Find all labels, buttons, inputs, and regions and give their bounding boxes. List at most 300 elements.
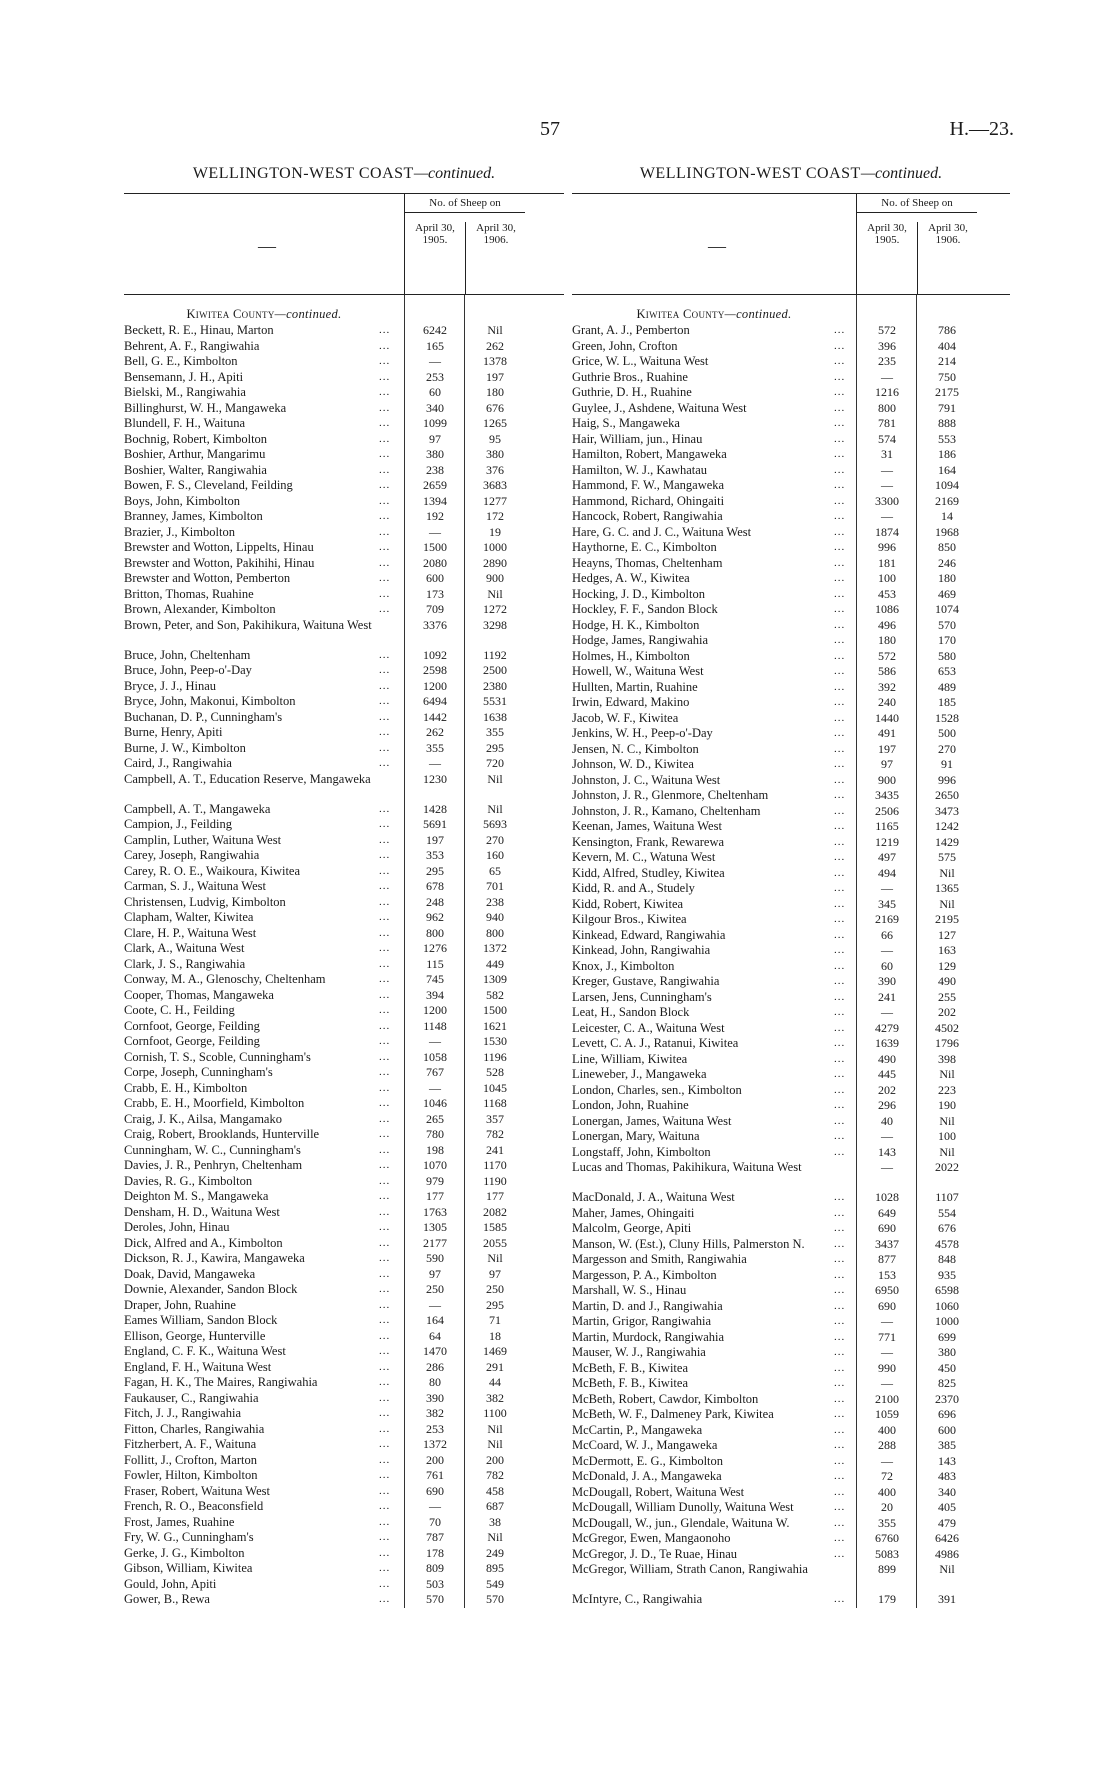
sheep-1905: 1470 bbox=[423, 1344, 447, 1358]
table-row bbox=[124, 1251, 564, 1267]
leader-dots: ... bbox=[834, 603, 846, 615]
holder-name: Heayns, Thomas, Cheltenham bbox=[572, 555, 723, 570]
holder-name: Boshier, Walter, Rangiwahia bbox=[124, 462, 267, 477]
leader-dots: ... bbox=[379, 1360, 391, 1373]
table-row bbox=[572, 385, 1010, 401]
document-reference: H.—23. bbox=[949, 118, 1014, 140]
sheep-1906: 4986 bbox=[935, 1546, 959, 1561]
sheep-1906: Nil bbox=[939, 1144, 955, 1159]
sheep-1906: 489 bbox=[938, 679, 956, 694]
holder-name: Draper, John, Ruahine bbox=[124, 1297, 236, 1312]
holder-name: Knox, J., Kimbolton bbox=[572, 958, 675, 973]
sheep-1905: 1440 bbox=[875, 710, 899, 725]
sheep-1905: 690 bbox=[878, 1298, 896, 1313]
holder-name: Burne, J. W., Kimbolton bbox=[124, 740, 246, 755]
leader-dots: ... bbox=[379, 741, 391, 754]
sheep-1906: 1272 bbox=[483, 602, 507, 616]
table-row bbox=[572, 1345, 1010, 1361]
sheep-1906: 250 bbox=[486, 1282, 504, 1296]
table-row bbox=[572, 323, 1010, 339]
leader-dots: ... bbox=[379, 1143, 391, 1156]
table-row bbox=[572, 1562, 1010, 1592]
sheep-1905: 392 bbox=[878, 679, 896, 694]
sheep-1906: 143 bbox=[938, 1453, 956, 1468]
table-row bbox=[572, 1252, 1010, 1268]
sheep-1905: 97 bbox=[881, 757, 893, 771]
table-row bbox=[124, 1205, 564, 1221]
sheep-1905: 198 bbox=[426, 1142, 444, 1157]
sheep-1906: 197 bbox=[486, 369, 504, 384]
leader-dots: ... bbox=[379, 1453, 391, 1466]
leader-dots: ... bbox=[834, 990, 846, 1003]
table-row bbox=[124, 447, 564, 463]
sheep-1905: 690 bbox=[878, 1221, 896, 1235]
sheep-1906: 1192 bbox=[483, 647, 507, 662]
sheep-1905: 678 bbox=[426, 879, 444, 893]
leader-dots: ... bbox=[834, 1037, 846, 1049]
table-row bbox=[572, 1114, 1010, 1130]
holder-name: Jenkins, W. H., Peep-o'-Day bbox=[572, 726, 713, 740]
sheep-1906: 791 bbox=[938, 400, 956, 415]
table-row bbox=[572, 447, 1010, 463]
sheep-1906: 696 bbox=[938, 1407, 956, 1421]
holder-name: Craig, J. K., Ailsa, Mangamako bbox=[124, 1111, 282, 1126]
holder-name: Eames William, Sandon Block bbox=[124, 1313, 278, 1327]
table-row bbox=[572, 618, 1010, 634]
holder-name: Dick, Alfred and A., Kimbolton bbox=[124, 1235, 283, 1250]
holder-name: Brown, Alexander, Kimbolton bbox=[124, 602, 276, 616]
sheep-1905: 1092 bbox=[423, 647, 447, 662]
holder-name: Carey, R. O. E., Waikoura, Kiwitea bbox=[124, 863, 301, 878]
sheep-1906: 170 bbox=[938, 633, 956, 647]
holder-name: Brewster and Wotton, Lippelts, Hinau bbox=[124, 540, 314, 554]
holder-name: Clark, J. S., Rangiwahia bbox=[124, 956, 246, 971]
sheep-1905: 4279 bbox=[875, 1020, 899, 1035]
sheep-1906: 2022 bbox=[935, 1160, 959, 1174]
table-row bbox=[572, 742, 1010, 758]
leader-dots: ... bbox=[379, 479, 391, 491]
sheep-1905: — bbox=[429, 756, 441, 770]
table-row bbox=[572, 1005, 1010, 1021]
holder-name: Bruce, John, Cheltenham bbox=[124, 647, 251, 662]
holder-name: England, C. F. K., Waituna West bbox=[124, 1344, 286, 1358]
holder-name: Larsen, Jens, Cunningham's bbox=[572, 989, 712, 1004]
holder-name: Fitton, Charles, Rangiwahia bbox=[124, 1421, 265, 1436]
sheep-1905: 153 bbox=[878, 1267, 896, 1282]
sheep-1906: 1585 bbox=[483, 1220, 507, 1234]
sheep-1906: 1265 bbox=[483, 416, 507, 430]
sheep-1906: 935 bbox=[938, 1267, 956, 1282]
leader-dots: ... bbox=[834, 1021, 846, 1034]
sheep-1906: 800 bbox=[486, 925, 504, 940]
table-row bbox=[572, 1036, 1010, 1052]
sheep-1906: 391 bbox=[938, 1592, 956, 1606]
table-row bbox=[124, 1453, 564, 1469]
holder-name: Campbell, A. T., Education Reserve, Mangaweka bbox=[124, 771, 371, 786]
holder-name: Leicester, C. A., Waituna West bbox=[572, 1020, 725, 1035]
sheep-1905: 115 bbox=[426, 956, 444, 971]
sheep-1905: 70 bbox=[429, 1514, 441, 1529]
sheep-1905: 709 bbox=[426, 602, 444, 616]
sheep-1906: 2169 bbox=[935, 493, 959, 508]
table-row bbox=[124, 941, 564, 957]
leader-dots: ... bbox=[379, 833, 391, 846]
sheep-1906: 180 bbox=[938, 571, 956, 585]
holder-name: Buchanan, D. P., Cunningham's bbox=[124, 709, 283, 724]
table-row bbox=[124, 602, 564, 618]
holder-name: Lucas and Thomas, Pakihikura, Waituna West bbox=[572, 1160, 802, 1174]
table-row bbox=[124, 416, 564, 432]
holder-name: Campbell, A. T., Mangaweka bbox=[124, 801, 271, 816]
county-name: Kiwitea County bbox=[186, 307, 275, 321]
sheep-1905: 197 bbox=[426, 832, 444, 847]
leader-dots: ... bbox=[379, 1066, 391, 1078]
holder-name: Frost, James, Ruahine bbox=[124, 1514, 235, 1529]
table-row bbox=[572, 1516, 1010, 1532]
table-row bbox=[572, 726, 1010, 742]
holder-name: Fitch, J. J., Rangiwahia bbox=[124, 1406, 242, 1420]
holder-name: Cunningham, W. C., Cunningham's bbox=[124, 1142, 301, 1157]
table-row bbox=[124, 988, 564, 1004]
sheep-1906: 4502 bbox=[935, 1020, 959, 1035]
holder-name: Campion, J., Feilding bbox=[124, 817, 232, 831]
sheep-1905: 97 bbox=[429, 1266, 441, 1281]
sheep-1905: 900 bbox=[878, 772, 896, 787]
sheep-1906: 380 bbox=[938, 1345, 956, 1359]
leader-dots: ... bbox=[379, 1267, 391, 1280]
holder-name: Martin, Grigor, Rangiwahia bbox=[572, 1314, 712, 1328]
table-row bbox=[124, 1143, 564, 1159]
leader-dots: ... bbox=[379, 1577, 391, 1590]
table-row bbox=[124, 1546, 564, 1562]
sheep-1905: 649 bbox=[878, 1205, 896, 1220]
leader-dots: ... bbox=[834, 804, 846, 817]
sheep-1906: 180 bbox=[486, 385, 504, 399]
sheep-1905: 590 bbox=[426, 1251, 444, 1265]
holder-name: Billinghurst, W. H., Mangaweka bbox=[124, 400, 287, 415]
sheep-1905: 5083 bbox=[875, 1546, 899, 1561]
holder-name: Lonergan, Mary, Waituna bbox=[572, 1129, 700, 1143]
sheep-1905: 497 bbox=[878, 850, 896, 864]
sheep-1906: 600 bbox=[938, 1422, 956, 1437]
sheep-1906: 2175 bbox=[935, 385, 959, 399]
holder-name: Craig, Robert, Brooklands, Hunterville bbox=[124, 1127, 320, 1141]
table-row bbox=[572, 556, 1010, 572]
holder-name: Clare, H. P., Waituna West bbox=[124, 925, 257, 940]
holder-name: Deighton M. S., Mangaweka bbox=[124, 1189, 269, 1203]
sheep-1906: 2650 bbox=[935, 788, 959, 802]
leader-dots: ... bbox=[834, 1423, 846, 1436]
table-row bbox=[124, 525, 564, 541]
header-group-label: No. of Sheep on bbox=[405, 197, 525, 213]
table-row bbox=[572, 835, 1010, 851]
sheep-1906: 1190 bbox=[483, 1173, 507, 1188]
holder-name: Haig, S., Mangaweka bbox=[572, 416, 680, 430]
sheep-1906: 262 bbox=[486, 338, 504, 353]
leader-dots: ... bbox=[379, 432, 391, 445]
sheep-1905: 396 bbox=[878, 338, 896, 353]
leader-dots: ... bbox=[834, 1083, 846, 1096]
sheep-1906: 398 bbox=[938, 1051, 956, 1066]
leader-dots: ... bbox=[834, 448, 846, 460]
sheep-1906: 1100 bbox=[483, 1406, 507, 1420]
leader-dots: ... bbox=[834, 1206, 846, 1219]
table-row bbox=[572, 912, 1010, 928]
holder-name: McBeth, F. B., Kiwitea bbox=[572, 1360, 689, 1375]
leader-dots: ... bbox=[379, 1469, 391, 1481]
sheep-1905: 781 bbox=[878, 416, 896, 430]
sheep-1906: 1170 bbox=[483, 1158, 507, 1172]
table-row bbox=[124, 1127, 564, 1143]
sheep-1906: 100 bbox=[938, 1129, 956, 1143]
sheep-1905: 265 bbox=[426, 1111, 444, 1126]
sheep-1906: 1796 bbox=[935, 1036, 959, 1050]
table-row bbox=[572, 1283, 1010, 1299]
sheep-1905: 787 bbox=[426, 1530, 444, 1544]
table-row bbox=[572, 370, 1010, 386]
sheep-1905: 990 bbox=[878, 1360, 896, 1375]
county-suffix: —continued. bbox=[274, 307, 342, 321]
leader-dots: ... bbox=[379, 710, 391, 723]
sheep-1905: 1070 bbox=[423, 1158, 447, 1172]
table-row bbox=[572, 1237, 1010, 1253]
leader-dots: ... bbox=[379, 1004, 391, 1016]
sheep-1906: 1060 bbox=[935, 1298, 959, 1313]
sheep-1905: 164 bbox=[426, 1313, 444, 1327]
sheep-1906: 1638 bbox=[483, 709, 507, 724]
holder-name: Lineweber, J., Mangaweka bbox=[572, 1067, 707, 1081]
table-row bbox=[572, 1376, 1010, 1392]
leader-dots: ... bbox=[834, 944, 846, 956]
sheep-1905: 771 bbox=[878, 1329, 896, 1344]
holder-name: Clark, A., Waituna West bbox=[124, 941, 245, 955]
leader-dots: ... bbox=[379, 679, 391, 692]
sheep-1906: 376 bbox=[486, 462, 504, 477]
sheep-1905: — bbox=[881, 1160, 893, 1174]
sheep-1905: 767 bbox=[426, 1065, 444, 1079]
sheep-1905: 238 bbox=[426, 462, 444, 477]
table-row bbox=[572, 1299, 1010, 1315]
holder-name: Conway, M. A., Glenoschy, Cheltenham bbox=[124, 972, 326, 986]
sheep-1906: 164 bbox=[938, 462, 956, 477]
table-row bbox=[572, 633, 1010, 649]
holder-name: Fagan, H. K., The Maires, Rangiwahia bbox=[124, 1375, 318, 1389]
holder-name: McBeth, Robert, Cawdor, Kimbolton bbox=[572, 1391, 759, 1406]
table-row bbox=[572, 478, 1010, 494]
county-heading bbox=[572, 295, 856, 323]
holder-name: Jacob, W. F., Kiwitea bbox=[572, 710, 679, 725]
leader-dots: ... bbox=[379, 587, 391, 600]
holder-name: Guylee, J., Ashdene, Waituna West bbox=[572, 400, 747, 415]
leader-dots: ... bbox=[834, 758, 846, 770]
county-heading bbox=[124, 295, 404, 323]
leader-dots: ... bbox=[834, 510, 846, 522]
header-april-1905: April 30, 1905. bbox=[415, 222, 455, 246]
sheep-1905: 899 bbox=[878, 1562, 896, 1576]
sheep-1906: Nil bbox=[939, 1067, 955, 1081]
sheep-1905: — bbox=[881, 1345, 893, 1359]
leader-dots: ... bbox=[379, 926, 391, 939]
leader-dots: ... bbox=[834, 401, 846, 414]
holder-name: Brewster and Wotton, Pemberton bbox=[124, 571, 291, 585]
table-row bbox=[124, 1468, 564, 1484]
holder-name: Johnston, J. R., Kamano, Cheltenham bbox=[572, 803, 761, 818]
table-row bbox=[124, 540, 564, 556]
holder-name: Ellison, George, Hunterville bbox=[124, 1328, 266, 1343]
holder-name: Kidd, Robert, Kiwitea bbox=[572, 896, 684, 911]
table-row bbox=[572, 509, 1010, 525]
sheep-1905: — bbox=[881, 881, 893, 895]
sheep-1905: 380 bbox=[426, 447, 444, 461]
holder-name: Carman, S. J., Waituna West bbox=[124, 879, 266, 893]
sheep-1905: 1216 bbox=[875, 385, 899, 399]
sheep-1905: — bbox=[881, 1453, 893, 1468]
holder-name: Fitzherbert, A. F., Waituna bbox=[124, 1437, 257, 1451]
leader-dots: ... bbox=[379, 1329, 391, 1342]
sheep-1906: 185 bbox=[938, 695, 956, 709]
sheep-1905: — bbox=[881, 462, 893, 477]
sheep-1905: 1372 bbox=[423, 1437, 447, 1451]
table-row bbox=[124, 494, 564, 510]
sheep-1905: 80 bbox=[429, 1375, 441, 1389]
leader-dots: ... bbox=[379, 541, 391, 553]
sheep-1906: 1168 bbox=[483, 1096, 507, 1110]
sheep-1905: 181 bbox=[878, 555, 896, 570]
leader-dots: ... bbox=[834, 1114, 846, 1127]
table-row bbox=[124, 1282, 564, 1298]
sheep-1905: 66 bbox=[881, 927, 893, 942]
sheep-1905: 453 bbox=[878, 586, 896, 601]
leader-dots: ... bbox=[379, 556, 391, 569]
leader-dots: ... bbox=[834, 417, 846, 429]
sheep-1906: 1528 bbox=[935, 710, 959, 725]
holder-name: Bowen, F. S., Cleveland, Feilding bbox=[124, 478, 293, 492]
leader-dots: ... bbox=[379, 386, 391, 398]
holder-name: McIntyre, C., Rangiwahia bbox=[572, 1592, 703, 1606]
holder-name: Davies, R. G., Kimbolton bbox=[124, 1173, 253, 1188]
sheep-1905: 570 bbox=[426, 1592, 444, 1606]
sheep-1906: 479 bbox=[938, 1515, 956, 1530]
holder-name: Margesson, P. A., Kimbolton bbox=[572, 1267, 717, 1282]
sheep-1906: 355 bbox=[486, 725, 504, 739]
table-row bbox=[124, 1267, 564, 1283]
leader-dots: ... bbox=[834, 773, 846, 786]
holder-name: Bochnig, Robert, Kimbolton bbox=[124, 431, 268, 446]
table-row bbox=[572, 757, 1010, 773]
leader-dots: ... bbox=[379, 648, 391, 661]
table-row bbox=[572, 1361, 1010, 1377]
sheep-1906: 1621 bbox=[483, 1018, 507, 1033]
table-row bbox=[124, 1329, 564, 1345]
leader-dots: ... bbox=[379, 1252, 391, 1264]
holder-name: Longstaff, John, Kimbolton bbox=[572, 1144, 711, 1159]
holder-name: Behrent, A. F., Rangiwahia bbox=[124, 338, 260, 353]
sheep-1905: 1428 bbox=[423, 801, 447, 816]
leader-dots: ... bbox=[379, 448, 391, 460]
county-name: Kiwitea County bbox=[636, 307, 725, 321]
table-row bbox=[124, 339, 564, 355]
table-row bbox=[572, 1190, 1010, 1206]
table-row bbox=[124, 1003, 564, 1019]
table-row bbox=[124, 478, 564, 494]
holder-name: Martin, Murdock, Rangiwahia bbox=[572, 1329, 725, 1344]
sheep-1905: 877 bbox=[878, 1252, 896, 1266]
holder-name: London, Charles, sen., Kimbolton bbox=[572, 1082, 742, 1097]
leader-dots: ... bbox=[834, 634, 846, 646]
leader-dots: ... bbox=[379, 1422, 391, 1435]
holder-name: Keenan, James, Waituna West bbox=[572, 819, 722, 833]
sheep-1906: 404 bbox=[938, 338, 956, 353]
table-row bbox=[124, 618, 564, 648]
table-row bbox=[572, 1083, 1010, 1099]
sheep-1905: 1086 bbox=[875, 602, 899, 616]
leader-dots: ... bbox=[379, 895, 391, 908]
sheep-1905: 2080 bbox=[423, 555, 447, 570]
table-row bbox=[572, 1021, 1010, 1037]
sheep-1905: 400 bbox=[878, 1422, 896, 1437]
sheep-1905: 353 bbox=[426, 848, 444, 862]
table-row bbox=[572, 587, 1010, 603]
table-body bbox=[572, 295, 1010, 1608]
sheep-1905: 5691 bbox=[423, 817, 447, 831]
sheep-1905: 355 bbox=[426, 740, 444, 755]
leader-dots: ... bbox=[379, 1391, 391, 1404]
table-row bbox=[124, 1096, 564, 1112]
sheep-1905: 1639 bbox=[875, 1036, 899, 1050]
table-row bbox=[124, 1174, 564, 1190]
sheep-1905: 97 bbox=[429, 431, 441, 446]
leader-dots: ... bbox=[834, 1191, 846, 1203]
leader-dots: ... bbox=[834, 525, 846, 538]
holder-name: Jensen, N. C., Kimbolton bbox=[572, 741, 699, 756]
header-sheep-group bbox=[856, 194, 977, 294]
leader-dots: ... bbox=[379, 864, 391, 877]
sheep-1906: 200 bbox=[486, 1452, 504, 1467]
table-row bbox=[124, 1577, 564, 1593]
holder-name: Grant, A. J., Pemberton bbox=[572, 323, 690, 337]
sheep-1905: 574 bbox=[878, 431, 896, 446]
table-row bbox=[572, 788, 1010, 804]
sheep-1906: 580 bbox=[938, 648, 956, 663]
table-header bbox=[124, 193, 564, 295]
header-april-1905: April 30, 1905. bbox=[867, 222, 907, 246]
sheep-1905: 1148 bbox=[423, 1018, 447, 1033]
leader-dots: ... bbox=[834, 494, 846, 507]
sheep-1906: 186 bbox=[938, 447, 956, 461]
holder-name: Densham, H. D., Waituna West bbox=[124, 1204, 280, 1219]
table-row bbox=[124, 895, 564, 911]
sheep-1905: 143 bbox=[878, 1144, 896, 1159]
sheep-1906: 1968 bbox=[935, 524, 959, 539]
holder-name: England, F. H., Waituna West bbox=[124, 1359, 272, 1374]
sheep-1906: Nil bbox=[939, 1113, 955, 1128]
sheep-1906: 782 bbox=[486, 1127, 504, 1141]
sheep-1906: 575 bbox=[938, 850, 956, 864]
leader-dots: ... bbox=[834, 789, 846, 801]
table-row bbox=[572, 401, 1010, 417]
leader-dots: ... bbox=[379, 1159, 391, 1171]
sheep-1906: 202 bbox=[938, 1005, 956, 1019]
table-row bbox=[572, 1531, 1010, 1547]
leader-dots: ... bbox=[834, 1268, 846, 1281]
sheep-1905: 241 bbox=[878, 989, 896, 1004]
header-april-1906: April 30, 1906. bbox=[917, 222, 978, 294]
sheep-1905: 340 bbox=[426, 400, 444, 415]
leader-dots: ... bbox=[834, 1052, 846, 1065]
sheep-1905: 64 bbox=[429, 1328, 441, 1343]
leader-dots: ... bbox=[834, 432, 846, 445]
holder-name: MacDonald, J. A., Waituna West bbox=[572, 1190, 735, 1204]
